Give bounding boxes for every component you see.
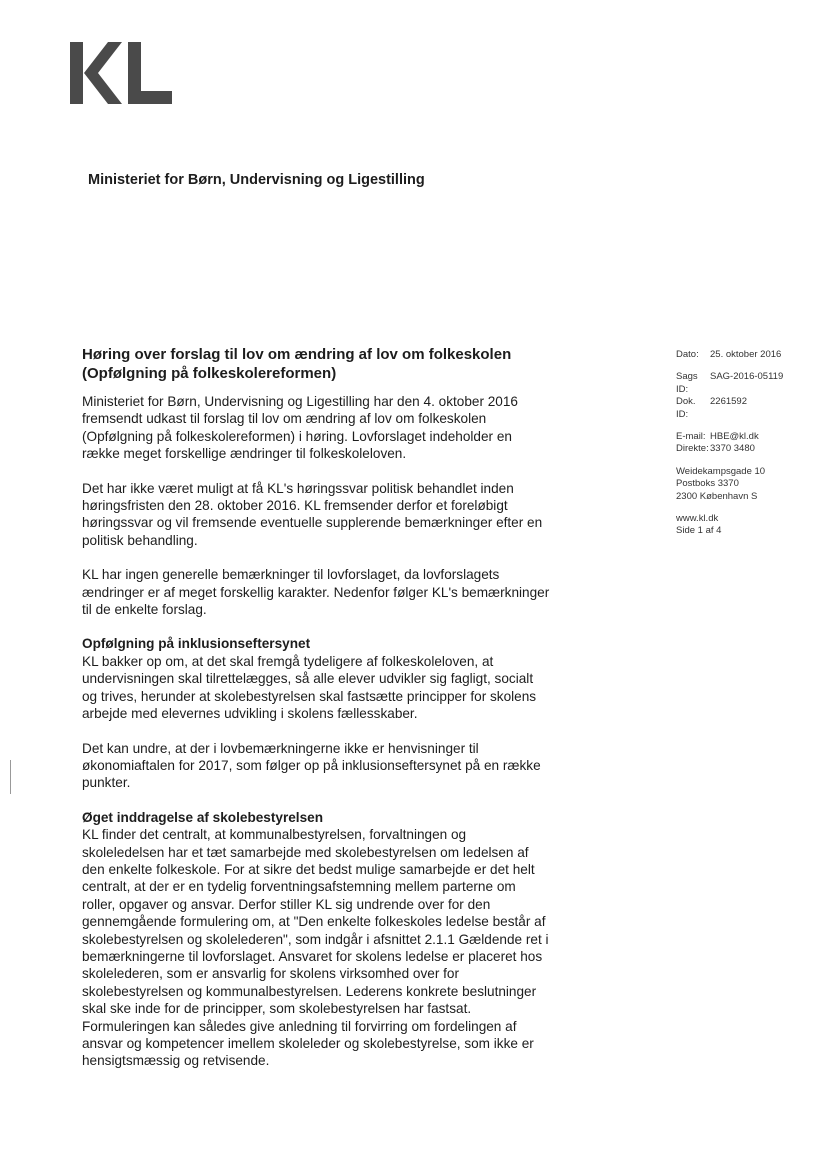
letter-metadata [676, 349, 783, 548]
phone-label: Direkte: [676, 443, 709, 455]
letter-title [82, 346, 550, 383]
case-id-label: Sags ID: [676, 371, 698, 395]
id-block [676, 371, 783, 421]
date-value: 25. oktober 2016 [710, 349, 782, 360]
section-inclusion-text: KL bakker op om, at det skal fremgå tydeligere af folkeskoleloven, at undervisningen skal tilrettelægges, så alle elever udvikler sig fagligt, socialt og trives, herunder at skolebestyrelsen skal fastsætte principper for skolens arbejde med elevernes udvikling i skolens fællesskaber. [82, 653, 537, 722]
section-board [82, 809, 550, 1070]
paragraph-economy: Det kan undre, at der i lovbemærkningerne ikke er henvisninger til økonomiaftalen for 2017, som følger op på inklusionseftersynet på en række punkter. [82, 740, 541, 791]
contact-block [676, 431, 783, 456]
section-board-text: KL finder det centralt, at kommunalbestyrelsen, forvaltningen og skoleledelsen har et tæt samarbejde med skolebestyrelsen om ledelsen af den enkelte folkeskole. For at sikre det bedst mulige samarbejde er det helt centralt, at der er en tydelig forventningsafstemning mellem parterne om roller, opgaver og ansvar. Derfor stiller KL sig undrende over for den gennemgående formulering om, at "Den enkelte folkeskoles ledelse består af skolebestyrelsen og skolelederen", som indgår i afsnittet 2.1.1 Gældende ret i bemærkningerne til lovforslaget. Ansvaret for skolens ledelse er placeret hos skolelederen, som er ansvarlig for skolens virksomhed over for skolebestyrelsen og kommunalbestyrelsen. Lederens konkrete beslutninger skal ske inde for de principper, som skolebestyrelsen har fastsat. Formuleringen kan således give anledning til forvirring om fordelingen af ansvar og kompetencer imellem skoleleder og skolebestyrelse, som ikke er hensigtsmæssig og retvisende. [82, 827, 549, 1069]
scan-mark [10, 760, 11, 794]
website: www.kl.dk [676, 513, 719, 525]
paragraph-intro: Ministeriet for Børn, Undervisning og Ligestilling har den 4. oktober 2016 fremsendt udkast til forslag til lov om ændring af lov om folkeskolen (Opfølgning på folkeskolereformen) i høring. Lovforslaget indeholder en række meget forskellige ændringer til folkeskoleloven. [82, 394, 518, 462]
case-id-value: SAG-2016-05119 [710, 371, 784, 383]
address-city: 2300 København S [676, 490, 758, 502]
address-pobox: Postboks 3370 [676, 478, 739, 490]
letter-title-line1: Høring over forslag til lov om ændring af lov om folkeskolen [82, 346, 512, 363]
paragraph-deadline: Det har ikke været muligt at få KL's høringssvar politisk behandlet inden høringsfristen den 28. oktober 2016. KL fremsender derfor et foreløbigt høringssvar og vil fremsende eventuelle supplerende bemærkninger efter en politisk behandling. [82, 480, 543, 548]
section-heading-board: Øget inddragelse af skolebestyrelsen [82, 809, 324, 825]
letter-body [82, 346, 550, 1087]
paragraph-general: KL har ingen generelle bemærkninger til lovforslaget, da lovforslagets ændringer er af meget forskellig karakter. Nedenfor følger KL's bemærkninger til de enkelte forslag. [82, 567, 550, 618]
web-block [676, 513, 783, 538]
doc-id-label: Dok. ID: [676, 396, 696, 420]
address-street: Weidekampsgade 10 [676, 465, 766, 477]
section-heading-inclusion: Opfølgning på inklusionseftersynet [82, 636, 311, 652]
date-label: Dato: [676, 349, 699, 360]
kl-logo-mark [70, 42, 172, 104]
email-label: E-mail: [676, 431, 706, 443]
phone-value: 3370 3480 [710, 443, 755, 455]
recipient: Ministeriet for Børn, Undervisning og Ligestilling [88, 172, 425, 188]
page-number: Side 1 af 4 [676, 525, 722, 537]
letter-title-line2: (Opfølgning på folkeskolereformen) [82, 364, 337, 382]
section-inclusion [82, 635, 550, 722]
address-block [676, 466, 783, 503]
email-value: HBE@kl.dk [710, 431, 759, 443]
kl-logo [70, 42, 172, 104]
date-block [676, 349, 783, 361]
doc-id-value: 2261592 [710, 396, 747, 408]
